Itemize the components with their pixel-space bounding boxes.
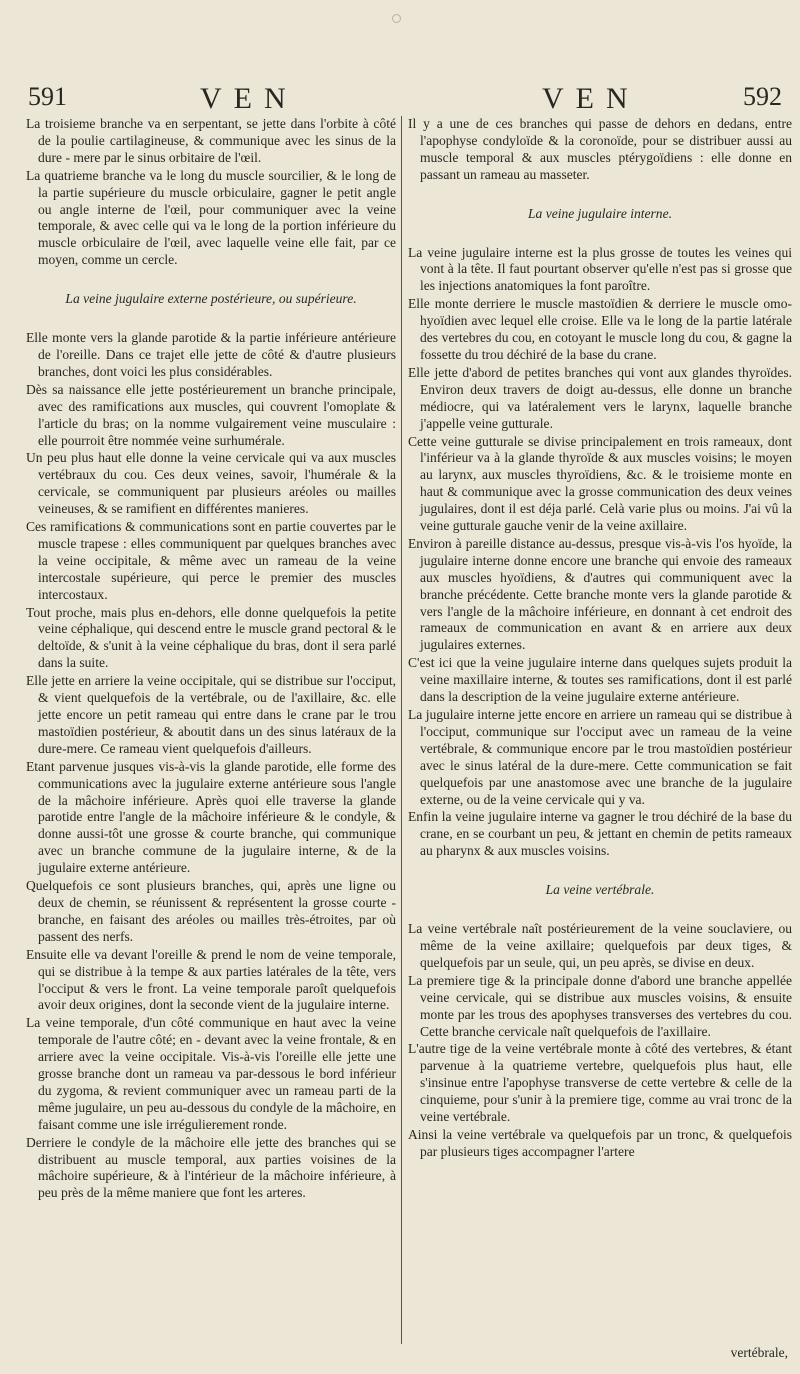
section-title: La veine jugulaire externe postérieure, ou supérieure. [65,291,357,307]
paragraph: C'est ici que la veine jugulaire interne dans quelques sujets produit la veine maxillaire interne, & toutes ses ramifications, dont il est parlé dans la description de la veine jugulaire externe antérieure. [408,655,792,705]
binding-hole-mark [392,14,401,23]
paragraph: Elle monte vers la glande parotide & la partie inférieure antérieure de l'oreille. Dans ce trajet elle jette de côté & d'autre plusieurs branches, dont voici les plus considérables. [26,330,396,379]
paragraph: Elle monte derriere le muscle mastoïdien & derriere le muscle omo-hyoïdien avec lequel elle croise. Elle va le long de la partie latérale des vertebres du cou, en cotoyant le muscle long du cou, & gagne la fossette du trou déchiré de la base du crane. [408,296,792,362]
paragraph: L'autre tige de la veine vertébrale monte à côté des vertebres, & étant parvenue à la quatrieme vertebre, quelquefois plus haut, elle s'insinue entre l'apophyse transverse de cette vertebre & celle de la cinquieme, pour s'unir à la premiere tige, comme au vrai tronc de la veine vertébrale. [408,1041,792,1125]
left-column [26,116,396,1368]
paragraph: Ensuite elle va devant l'oreille & prend le nom de veine temporale, qui se distribue à la tempe & aux parties latérales de la tête, vers l'occiput & vers le front. La veine temporale paroît quelquefois avoir deux origines, dont la seconde vient de la jugulaire interne. [26,946,396,1013]
paragraph: Environ à pareille distance au-dessus, presque vis-à-vis l'os hyoïde, la jugulaire interne donne encore une branche qui envoie des rameaux aux muscles hyoïdiens, & d'autres qui communiquent avec la branche précédente. Cette branche monte vers la glande parotide & vers l'angle de la mâchoire inférieure, en donnant à cet endroit des rameaux de communication en avant & en arriere aux deux jugulaires externes. [408,535,792,653]
paragraph: Il y a une de ces branches qui passe de dehors en dedans, entre l'apophyse condyloïde & la coronoïde, pour se distribuer aussi au muscle temporal & aux muscles ptérygoïdiens : elle donne en passant un rameau au masseter. [408,116,792,182]
paragraph: Ainsi la veine vertébrale va quelquefois par un tronc, & quelquefois par plusieurs tiges accompagner l'artere [408,1126,792,1159]
paragraph: Dès sa naissance elle jette postérieurement un branche principale, avec des ramifications aux muscles, qui couvrent l'omoplate & l'article du bras; on la nomme vulgairement veine musculaire : elle pourroit être nommée veine surhumérale. [26,381,396,448]
page-header [22,82,786,116]
paragraph: Etant parvenue jusques vis-à-vis la glande parotide, elle forme des communications avec la jugulaire externe antérieure sous l'angle de la mâchoire inférieure. Après quoi elle traverse la glande parotide entre l'angle de la mâchoire inférieure & le condyle, & donne aussi-tôt une grosse & courte branche, qui communique avec un branche commune de la jugulaire interne, & de la jugulaire externe antérieure. [26,758,396,876]
paragraph: La jugulaire interne jette encore en arriere un rameau qui se distribue à l'occiput, communique sur l'occiput avec un rameau de la veine vertébrale, & communique encore par le trou mastoïdien postérieur avec le sinus latéral de la dure-mere. Cette communication se fait quelquefois par une anastomose avec une branche de la jugulaire externe, ou de la veine cervicale qui y va. [408,707,792,807]
paragraph: La quatrieme branche va le long du muscle sourcilier, & le long de la partie supérieure du muscle orbiculaire, gagner le petit angle ou angle interne de l'œil, pour communiquer avec la veine temporale, & avec celle qui va le long de la portion inférieure du muscle orbiculaire de l'œil, avec laquelle veine elle fait, par ce moyen, comme un cercle. [26,167,396,268]
paragraph: Enfin la veine jugulaire interne va gagner le trou déchiré de la base du crane, en se courbant un peu, & jettant en chemin de petits rameaux au pharynx & aux muscles voisins. [408,809,792,859]
paragraph: Un peu plus haut elle donne la veine cervicale qui va aux muscles vertébraux du cou. Ces deux veines, savoir, l'humérale & la cervicale, se communiquent par plusieurs aréoles ou mailles veineuses, & se ramifient en différentes manieres. [26,450,396,517]
right-running-head: VEN [542,82,640,115]
paragraph: Quelquefois ce sont plusieurs branches, qui, après une ligne ou deux de chemin, se réunissent & représentent la grosse courte - branche, en faisant des aréoles ou mailles très-étroites, par où passent des nerfs. [26,878,396,944]
left-page-number: 591 [28,82,67,111]
paragraph: La veine jugulaire interne est la plus grosse de toutes les veines qui vont à la tête. Il faut pourtant observer qu'elle n'est pas si grosse que les injections anatomiques la font paroître. [408,244,792,294]
catchword: vertébrale, [730,1345,788,1360]
paragraph: La premiere tige & la principale donne d'abord une branche appellée veine cervicale, qui se distribue aux muscles voisins, & ensuite monte par les trous des apophyses transverses des vertebres du cou. Cette branche cervicale naît quelquefois de l'axillaire. [408,972,792,1039]
paragraph: Cette veine gutturale se divise principalement en trois rameaux, dont l'inférieur va à la glande thyroïde & aux muscles voisins; le moyen au larynx, aux muscles thyroïdiens, &c. & le troisieme monte en haut & communique avec la grosse communication des deux veines jugulaires, dont il est déja parlé. Celà varie plus ou moins. J'ai vû la veine gutturale gauche venir de la veine axillaire. [408,433,792,534]
section-title: La veine vertébrale. [545,882,655,898]
paragraph: Elle jette d'abord de petites branches qui vont aux glandes thyroïdes. Environ deux travers de doigt au-dessus, elle donne un branche médiocre, qui va latéralement vers le larynx, laquelle branche j'appelle veine gutturale. [408,364,792,431]
left-running-head: VEN [200,82,298,115]
paragraph: Elle jette en arriere la veine occipitale, qui se distribue sur l'occiput, & vient quelquefois de la vertébrale, ou de l'axillaire, &c. elle jette encore un petit rameau qui entre dans le crane par le trou mastoïdien postérieur, & aboutit dans un des sinus latéraux de la dure-mere. Ce rameau vient quelquefois d'ailleurs. [26,673,396,756]
paragraph: Ces ramifications & communications sont en partie couvertes par le muscle trapese : elles communiquent par quelques branches avec la veine occipitale, & même avec un rameau de la veine intercostale supérieure, qui perce le premier des muscles intercostaux. [26,519,396,602]
section-title: La veine jugulaire interne. [528,205,672,221]
column-divider [401,116,402,1344]
right-page-number: 592 [743,82,782,111]
right-column [408,116,792,1368]
paragraph: Derriere le condyle de la mâchoire elle jette des branches qui se distribuent au muscle temporal, aux parties voisines de la mâchoire supérieure, & à l'intérieur de la mâchoire inférieure, à peu près de la même maniere que font les arteres. [26,1134,396,1201]
paragraph: Tout proche, mais plus en-dehors, elle donne quelquefois la petite veine céphalique, qui descend entre le muscle grand pectoral & le deltoïde, & s'unit à la veine céphalique du bras, dont il sera parlé dans la suite. [26,604,396,671]
paragraph: La veine temporale, d'un côté communique en haut avec la veine temporale de l'autre côté; en - devant avec la veine frontale, & en arriere avec la veine occipitale. Vis-à-vis l'oreille elle jette une grosse branche dont un rameau va par-dessous le bord inférieur du zygoma, & revient communiquer avec un rameau parti de la même jugulaire, un peu au-dessous du condyle de la mâchoire, en faisant comme une isle irrégulierement ronde. [26,1015,396,1132]
paragraph: La troisieme branche va en serpentant, se jette dans l'orbite à côté de la poulie cartilagineuse, & communique avec les sinus de la dure - mere par le sinus orbitaire de l'œil. [26,116,396,165]
paragraph: La veine vertébrale naît postérieurement de la veine souclaviere, ou même de la veine axillaire; quelquefois par deux tiges, & quelquefois par un seule, qui, un peu après, se divise en deux. [408,921,792,970]
